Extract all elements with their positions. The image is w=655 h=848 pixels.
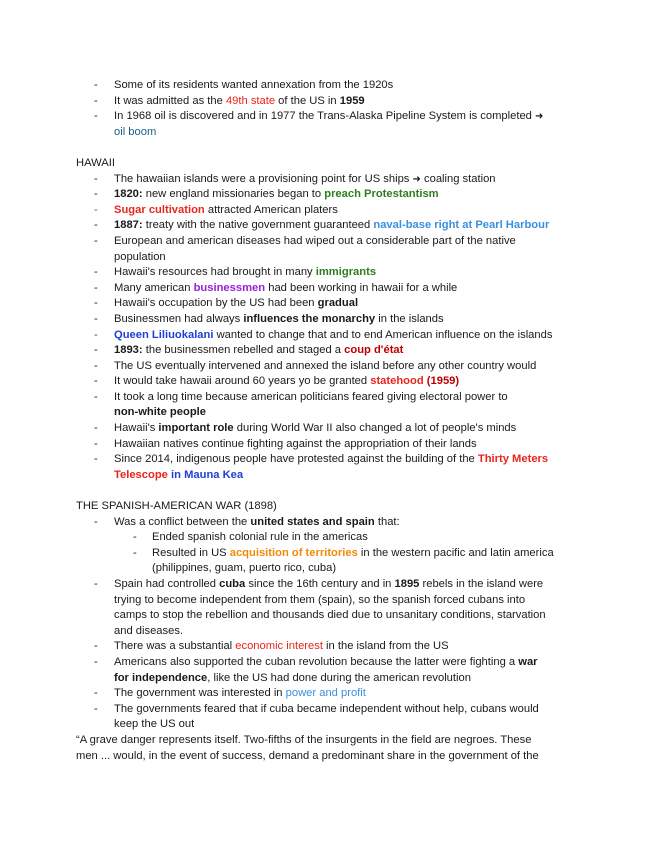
bullet-dash: -	[94, 453, 98, 466]
bullet-dash: -	[94, 203, 98, 216]
list-item: - The governments feared that if cuba became independent without help, cubans would keep the US out	[94, 702, 539, 731]
bullet-dash: -	[94, 312, 98, 325]
list-item: - Queen Liliuokalani wanted to change that and to end American influence on the islands	[76, 328, 576, 344]
list-item: - The US eventually intervened and annexed the island before any other country would	[76, 359, 576, 375]
list-item: - Americans also supported the cuban revolution because the latter were fighting a war for independence, like the US had done during the american revolution	[94, 655, 538, 684]
bullet-dash: -	[94, 515, 98, 528]
sub-list-item: - Resulted in US acquisition of territories in the western pacific and latin america (philippines, guam, puerto rico, cuba)	[133, 546, 554, 575]
list-item: - Businessmen had always influences the monarchy in the islands	[76, 312, 576, 328]
bullet-dash: -	[94, 640, 98, 653]
bullet-dash: -	[94, 375, 98, 388]
bullet-dash: -	[94, 219, 98, 232]
bullet-dash: -	[94, 655, 98, 668]
list-item: - It took a long time because american politicians feared giving electoral power to non-white people	[94, 390, 508, 419]
bullet-dash: -	[94, 328, 98, 341]
list-item: - Hawaii's resources had brought in many immigrants	[76, 265, 576, 281]
bullet-dash: -	[133, 546, 137, 559]
list-item: - Many american businessmen had been working in hawaii for a while	[76, 281, 576, 297]
bullet-dash: -	[94, 110, 98, 123]
bullet-dash: -	[94, 94, 98, 107]
list-item: - Was a conflict between the united states and spain that:	[76, 515, 576, 531]
list-item: - The government was interested in power and profit	[76, 686, 576, 702]
list-item: - Hawaii's important role during World War II also changed a lot of people's minds	[76, 421, 576, 437]
list-item: - The hawaiian islands were a provisioning point for US ships ➜ coaling station	[76, 172, 576, 188]
bullet-dash: -	[94, 437, 98, 450]
list-item: - Since 2014, indigenous people have protested against the building of the Thirty Meters Telescope in Mauna Kea	[94, 453, 549, 481]
bullet-dash: -	[94, 359, 98, 372]
bullet-dash: -	[94, 422, 98, 435]
section-heading-hawaii: HAWAII	[76, 156, 115, 169]
list-item: - In 1968 oil is discovered and in 1977 the Trans-Alaska Pipeline System is completed ➜ oil boom	[94, 110, 544, 138]
list-item: - Hawaiian natives continue fighting against the appropriation of their lands	[76, 437, 576, 453]
bullet-dash: -	[94, 266, 98, 279]
bullet-dash: -	[94, 172, 98, 185]
bullet-dash: -	[94, 79, 98, 91]
bullet-dash: -	[133, 531, 137, 544]
list-item: - Some of its residents wanted annexation from the 1920s	[76, 78, 576, 94]
bullet-dash: -	[94, 297, 98, 310]
arrow-icon: ➜	[412, 173, 421, 185]
bullet-dash: -	[94, 344, 98, 357]
list-item: - It would take hawaii around 60 years yo be granted statehood (1959)	[76, 374, 576, 390]
bullet-dash: -	[94, 578, 98, 590]
bullet-dash: -	[94, 687, 98, 700]
list-item: - European and american diseases had wiped out a considerable part of the native population	[94, 234, 516, 263]
list-item: - 1820: new england missionaries began to preach Protestantism	[76, 187, 576, 203]
bullet-dash: -	[94, 702, 98, 715]
list-item: - Spain had controlled cuba since the 16th century and in 1895 rebels in the island were trying to become independent from them (spain), so the spanish forced cubans into camps to stop the rebellion and thousands died due to unsanitary conditions, starvation and diseases.	[94, 578, 546, 637]
sub-list-item: - Ended spanish colonial rule in the americas	[76, 530, 576, 546]
list-item: - 1893: the businessmen rebelled and staged a coup d'état	[76, 343, 576, 359]
document-content	[76, 78, 576, 764]
section-heading-spanish-american-war: THE SPANISH-AMERICAN WAR (1898)	[76, 500, 277, 513]
quote-paragraph: “A grave danger represents itself. Two-fifths of the insurgents in the field are negroes. These men ... would, in the event of success, demand a predominant share in the government of the	[76, 733, 539, 762]
bullet-dash: -	[94, 390, 98, 403]
arrow-icon: ➜	[535, 111, 544, 123]
bullet-dash: -	[94, 188, 98, 201]
bullet-dash: -	[94, 281, 98, 294]
list-item: - Hawaii's occupation by the US had been gradual	[76, 296, 576, 312]
bullet-dash: -	[94, 234, 98, 247]
list-item: - Sugar cultivation attracted American platers	[76, 203, 576, 219]
list-item: - There was a substantial economic interest in the island from the US	[76, 639, 576, 655]
list-item: - It was admitted as the 49th state of the US in 1959	[76, 94, 576, 110]
list-item: - 1887: treaty with the native government guaranteed naval-base right at Pearl Harbour	[76, 218, 576, 234]
